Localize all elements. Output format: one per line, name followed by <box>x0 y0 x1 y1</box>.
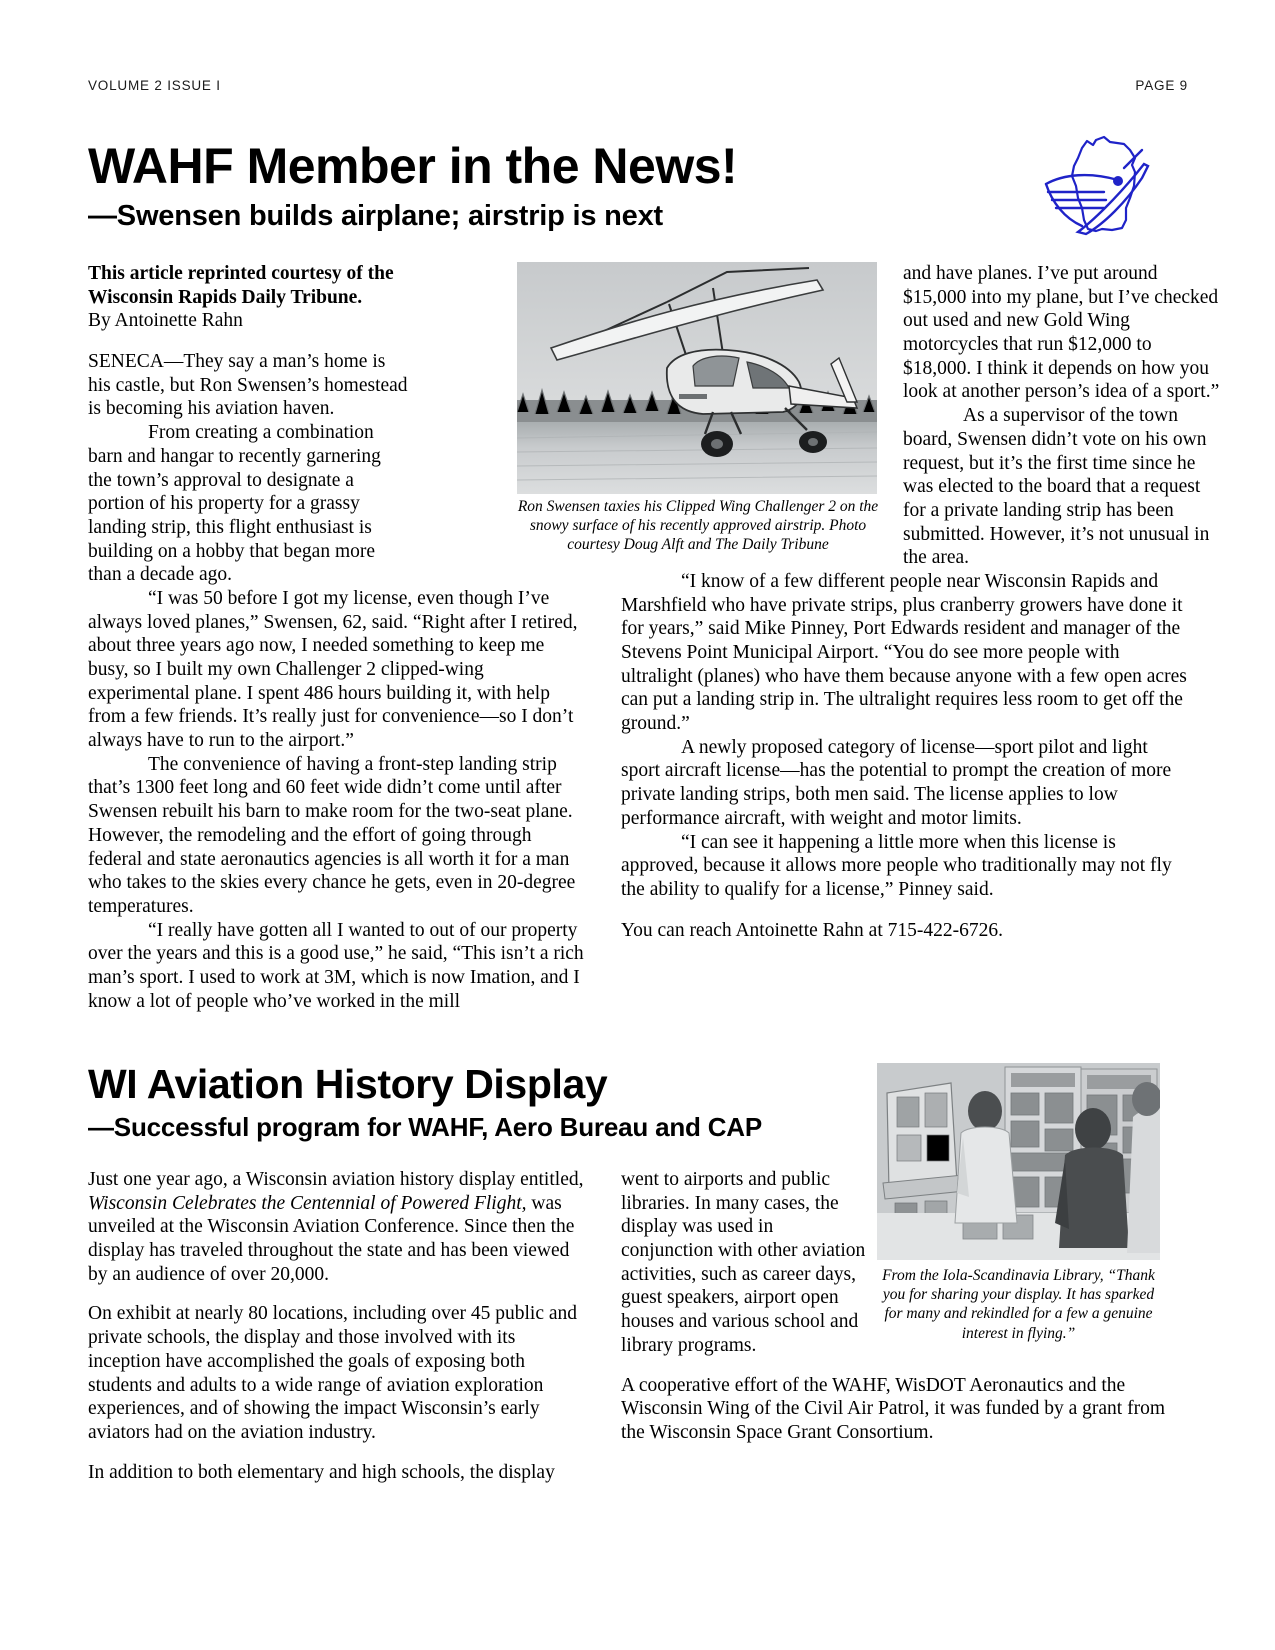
wahf-logo <box>1038 132 1156 244</box>
article-2-paragraph: A cooperative effort of the WAHF, WisDOT Aeronautics and the Wisconsin Wing of the Civil Air Patrol, it was funded by a grant from the Wisconsin Space Grant Consortium. <box>621 1374 1165 1443</box>
article-1-paragraph: A newly proposed category of license—sport pilot and light sport aircraft license—has the potential to prompt the creation of more private landing strips, both men said. The license applies to low performance aircraft, with weight and motor limits. <box>621 736 1172 829</box>
running-head <box>88 78 1188 93</box>
article-1-paragraph: As a supervisor of the town board, Swensen didn’t vote on his own request, but it’s the first time since he was elected to the board that a request for a private landing strip has been submitted. However, it’s not unusual in the area. <box>903 405 1210 569</box>
article-1-paragraph: “I can see it happening a little more when this license is approved, because it allows more people who traditionally may not fly the ability to qualify for a license,” Pinney said. <box>621 831 1172 900</box>
article-2-paragraph: went to airports and public libraries. In many cases, the display was used in conjunction with other aviation activities, such as career days, guest speakers, airport open houses and various school and library programs. <box>621 1169 866 1356</box>
article-2-paragraph-pre: Just one year ago, a Wisconsin aviation history display entitled, <box>88 1169 584 1190</box>
article-2-photo-caption: From the Iola-Scandinavia Library, “Thank you for sharing your display. It has sparked for many and rekindled for a few a genuine interest in flying.” <box>882 1267 1155 1342</box>
article-1-right-column <box>621 262 1220 942</box>
volume-issue-label: VOLUME 2 ISSUE I <box>88 78 221 93</box>
page-number-label: PAGE 9 <box>1135 78 1188 93</box>
article-2-right-column <box>621 1168 1188 1445</box>
article-1-paragraph: The convenience of having a front-step landing strip that’s 1300 feet long and 60 feet wide didn’t come until after Swensen rebuilt his barn to make room for the two-seat plane. However, the remodeling and the effort of going through federal and state aeronautics agencies is all worth it for a man who takes to the skies every chance he gets, even in 20-degree temperatures. <box>88 753 576 917</box>
article-1-paragraph: From creating a combination barn and hangar to recently garnering the town’s approval to designate a portion of his property for a grassy landing strip, this flight enthusiast is building on a hobby that began more than a decade ago. <box>88 422 381 586</box>
article-2-headline: WI Aviation History Display <box>88 1061 608 1107</box>
article-1-paragraph: SENECA—They say a man’s home is his castle, but Ron Swensen’s homestead is becoming his aviation haven. <box>88 351 408 420</box>
article-1-masthead <box>88 140 1028 232</box>
article-2-left-column <box>88 1168 588 1484</box>
article-1-paragraph: “I really have gotten all I wanted to out of our property over the years and this is a good use,” he said, “This isn’t a rich man’s sport. I used to work at 3M, which is now Imation, and I know a lot of people who’ve worked in the mill <box>88 919 584 1012</box>
article-1-subhead: —Swensen builds airplane; airstrip is next <box>88 199 663 232</box>
article-1-byline: By Antoinette Rahn <box>88 310 243 332</box>
article-1-left-column <box>88 262 588 1013</box>
article-2-paragraph: On exhibit at nearly 80 locations, including over 45 public and private schools, the display and those involved with its inception have accomplished the goals of exposing both students and adults to a wide range of aviation exploration experiences, and of showing the impact Wisconsin’s early aviators had on the aviation industry. <box>88 1303 578 1443</box>
article-2-subhead: —Successful program for WAHF, Aero Bureau and CAP <box>88 1112 763 1143</box>
article-2-paragraph: In addition to both elementary and high schools, the display <box>88 1461 555 1483</box>
article-2-body <box>88 1168 1188 1498</box>
article-2-paragraph-post: was unveiled at the Wisconsin Aviation Conference. Since then the display has traveled throughout the state and has been viewed by an audience of over 20,000. <box>88 1192 575 1285</box>
article-1-body <box>88 262 1220 1012</box>
article-1-paragraph: “I know of a few different people near Wisconsin Rapids and Marshfield who have private strips, plus cranberry growers have done it for years,” said Mike Pinney, Port Edwards resident and manager of the Stevens Point Municipal Airport. “You do see more people with ultralight (planes) who have them because anyone with a few open acres can put a landing strip in. The ultralight requires less room to get off the ground.” <box>621 570 1187 735</box>
article-2-paragraph <box>88 1168 588 1286</box>
article-1-paragraph: “I was 50 before I got my license, even though I’ve always loved planes,” Swensen, 62, said. “Right after I retired, about three years ago now, I needed something to keep me busy, so I built my own Challenger 2 clipped-wing experimental plane. I spent 486 hours building it, with help from a few friends. It’s really just for convenience—so I don’t always have to run to the airport.” <box>88 587 578 752</box>
article-1-headline: WAHF Member in the News! <box>88 138 738 194</box>
article-2-masthead <box>88 1063 888 1142</box>
article-1-lede: This article reprinted courtesy of the Wisconsin Rapids Daily Tribune. <box>88 263 394 308</box>
display-title-italic: Wisconsin Celebrates the Centennial of Powered Flight, <box>88 1192 527 1214</box>
article-1-closing-line: You can reach Antoinette Rahn at 715-422-6726. <box>621 919 1003 941</box>
article-1-photo-caption: Ron Swensen taxies his Clipped Wing Challenger 2 on the snowy surface of his recently approved airstrip. Photo courtesy Doug Alft and The Daily Tribune <box>517 498 879 553</box>
article-1-paragraph: and have planes. I’ve put around $15,000 into my plane, but I’ve checked out used and new Gold Wing motorcycles that run $12,000 to $18,000. I think it depends on how you look at another person’s idea of a sport.” <box>903 263 1220 403</box>
